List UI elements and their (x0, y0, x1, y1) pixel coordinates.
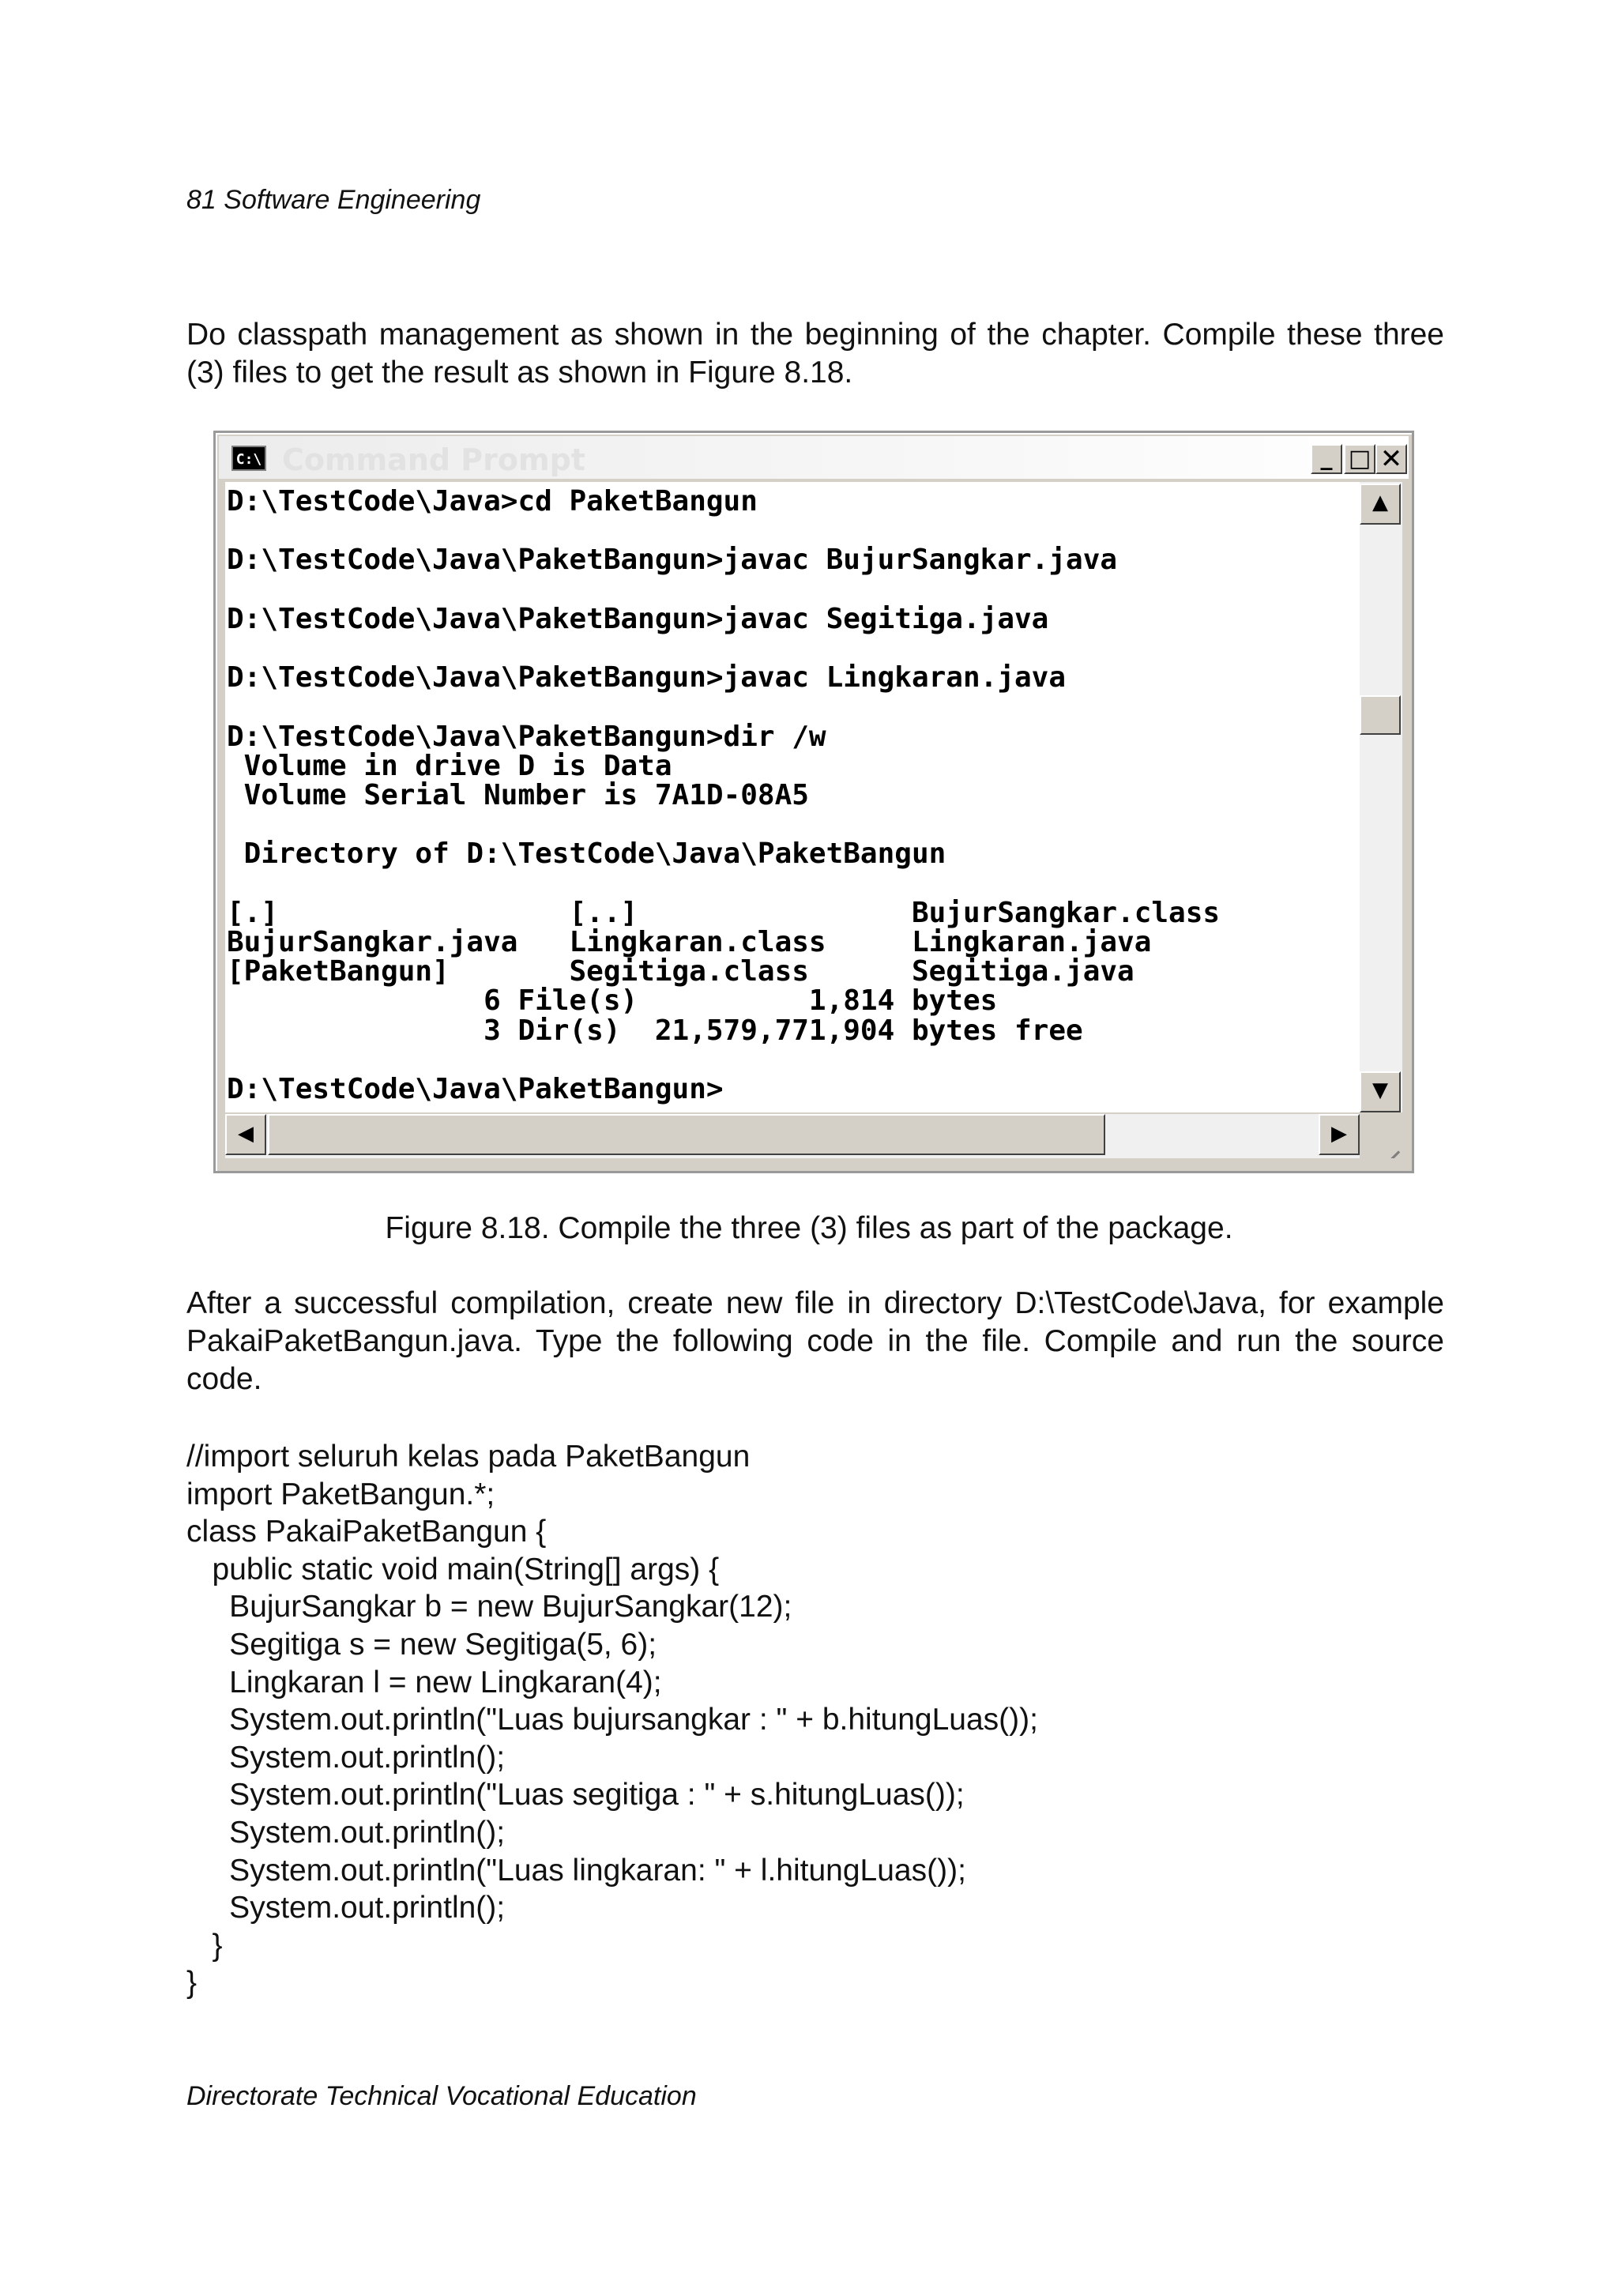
console-line: D:\TestCode\Java\PaketBangun> (227, 1073, 724, 1105)
code-line: System.out.println(); (186, 1740, 506, 1775)
console-icon: C:\ (231, 446, 266, 471)
console-line: D:\TestCode\Java\PaketBangun>dir /w (227, 720, 826, 753)
intro-paragraph: Do classpath management as shown in the beginning of the chapter. Compile these three (3) files to get the result as shown in Figure 8.18. (186, 318, 1444, 390)
console-line: D:\TestCode\Java\PaketBangun>javac BujurSangkar.java (227, 544, 1118, 577)
minimize-button[interactable]: _ (1311, 444, 1342, 474)
code-line: System.out.println("Luas segitiga : " + s.hitungLuas()); (186, 1778, 965, 1812)
scroll-left-icon[interactable]: ◀ (225, 1114, 266, 1155)
window-title: Command Prompt (282, 442, 585, 477)
close-button[interactable]: ✕ (1375, 444, 1407, 474)
code-listing (186, 1438, 1038, 2002)
code-line: System.out.println("Luas lingkaran: " + l.hitungLuas()); (186, 1853, 966, 1888)
code-line: //import seluruh kelas pada PaketBangun (186, 1440, 751, 1474)
page-footer: Directorate Technical Vocational Education (186, 2081, 697, 2111)
scroll-up-icon[interactable]: ▲ (1360, 484, 1401, 525)
vertical-scrollbar[interactable] (1360, 482, 1402, 1112)
horizontal-scroll-thumb[interactable] (268, 1114, 1105, 1155)
code-line: Lingkaran l = new Lingkaran(4); (186, 1665, 662, 1699)
console-output[interactable] (225, 482, 1360, 1112)
console-line: [.] [..] BujurSangkar.class (227, 896, 1221, 929)
console-line: D:\TestCode\Java\PaketBangun>javac Segitiga.java (227, 602, 1049, 635)
code-line: System.out.println(); (186, 1891, 506, 1925)
resize-grip-icon[interactable] (1360, 1114, 1402, 1158)
console-line: [PaketBangun] Segitiga.class Segitiga.java (227, 955, 1134, 988)
code-line: import PaketBangun.*; (186, 1477, 495, 1511)
code-line: public static void main(String[] args) { (186, 1552, 720, 1586)
code-line: System.out.println(); (186, 1815, 506, 1850)
console-line: 3 Dir(s) 21,579,771,904 bytes free (227, 1014, 1083, 1047)
console-line: D:\TestCode\Java\PaketBangun>javac Lingkaran.java (227, 661, 1067, 694)
console-line: Directory of D:\TestCode\Java\PaketBangun (227, 837, 946, 871)
code-line: BujurSangkar b = new BujurSangkar(12); (186, 1590, 792, 1624)
instructions-paragraph: After a successful compilation, create new file in directory D:\TestCode\Java, for example PakaiPaketBangun.java. Type the following code in the file. Compile and run the source code. (186, 1286, 1444, 1396)
command-prompt-window (213, 431, 1414, 1173)
figure-caption: Figure 8.18. Compile the three (3) files as part of the package. (385, 1211, 1233, 1245)
window-titlebar[interactable] (219, 436, 1409, 479)
code-line: } (186, 1966, 198, 2001)
page-header: 81 Software Engineering (186, 185, 481, 215)
console-line: D:\TestCode\Java>cd PaketBangun (227, 485, 758, 518)
console-line: Volume Serial Number is 7A1D-08A5 (227, 779, 809, 811)
console-line: Volume in drive D is Data (227, 749, 672, 782)
code-line: class PakaiPaketBangun { (186, 1515, 547, 1549)
code-line: System.out.println("Luas bujursangkar : " + b.hitungLuas()); (186, 1703, 1038, 1737)
code-line: } (186, 1928, 223, 1963)
vertical-scroll-thumb[interactable] (1360, 695, 1401, 735)
horizontal-scrollbar[interactable] (225, 1114, 1360, 1158)
console-line: 6 File(s) 1,814 bytes (227, 984, 998, 1018)
scroll-down-icon[interactable]: ▼ (1360, 1071, 1401, 1112)
code-line: Segitiga s = new Segitiga(5, 6); (186, 1627, 657, 1662)
console-line: BujurSangkar.java Lingkaran.class Lingkaran.java (227, 926, 1152, 958)
maximize-button[interactable]: □ (1344, 444, 1375, 474)
scroll-right-icon[interactable]: ▶ (1319, 1114, 1360, 1155)
